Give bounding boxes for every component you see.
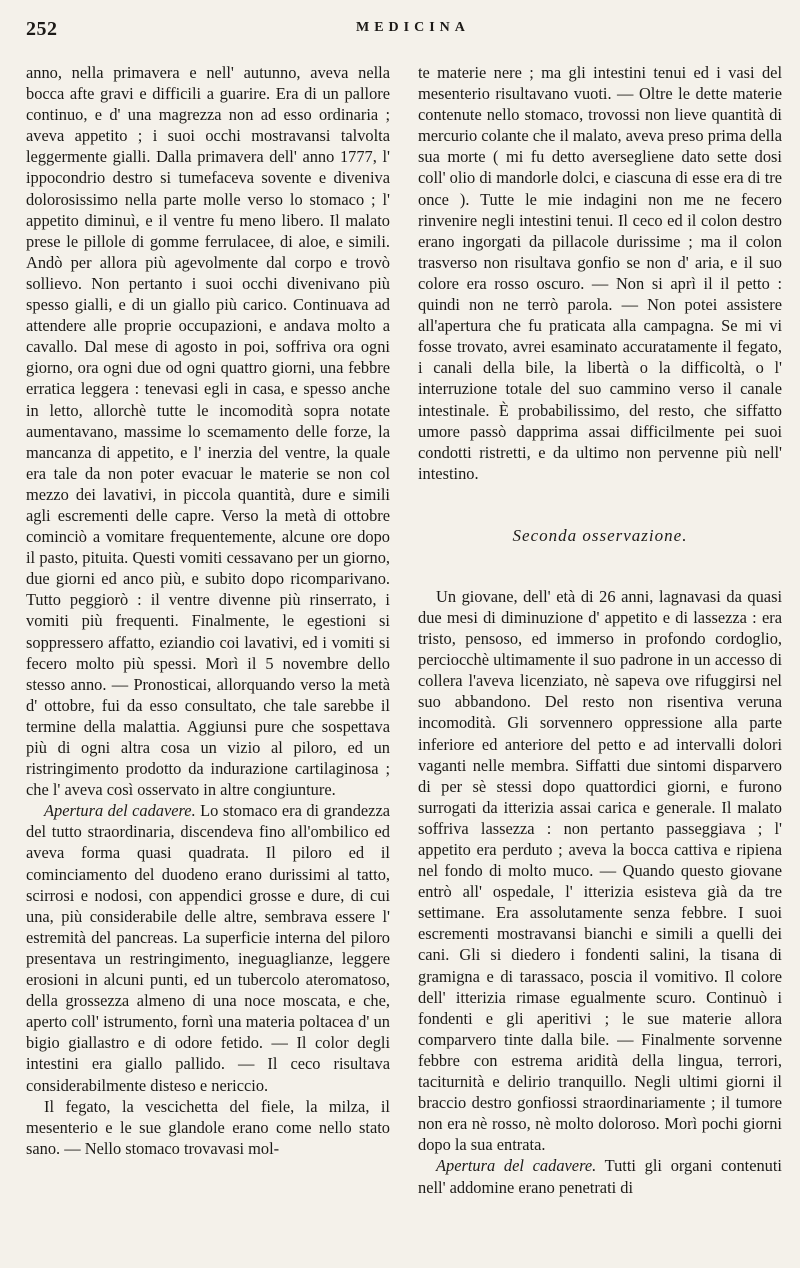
page-number: 252 [26,18,58,40]
running-head: MEDICINA [356,20,470,35]
right-column [418,62,782,1258]
left-column [26,62,390,1258]
paragraph [418,1155,782,1197]
paragraph: te materie nere ; ma gli intestini tenui ed i vasi del mesenterio risultavano vuoti. — Oltre le dette materie contenute nello stomaco, trovossi non lieve quantità di mercurio colante che il malato, aveva preso prima della sua morte ( mi fu detto aversegliene dato sette dosi coll' olio di mandorle dolci, e ciascuna di esse era di tre once ). Tutte le mie indagini non me ne fecero rinvenire negli intestini tenui. Il ceco ed il colon destro erano ingorgati da pillacole durissime ; ma il colon trasverso non risultava gonfio se non d' aria, e il suo colore era rosso oscuro. — Non si aprì il il petto : quindi non ne terrò parola. — Non potei assistere all'apertura che fu praticata alla campagna. Se mi vi fosse trovato, avrei esaminato accuratamente il fegato, i canali della bile, la libertà o la difficoltà, o l' interruzione totale del suo cammino verso il canale intestinale. È probabilissimo, del resto, che siffatto umore passò dapprima assai difficilmente pei suoi condotti ristretti, e da ultimo non pervenne più nell' intestino. [418,63,782,483]
page-header [26,18,774,48]
paragraph: Il fegato, la vescichetta del fiele, la milza, il mesenterio e le sue glandole erano come nello stato sano. — Nello stomaco trovavasi mol- [26,1096,390,1158]
paragraph: Un giovane, dell' età di 26 anni, lagnavasi da quasi due mesi di diminuzione d' appetito e di lassezza : era tristo, pensoso, ed immerso in profondo cordoglio, perciocchè ultimamente il suo padrone in un accesso di collera l'aveva licenziato, nè sapeva ove rifuggirsi nel suo abbandono. Del resto non risentiva veruna incomodità. Gli sorvennero oppressione alla parte inferiore ed anteriore del petto e ad intervalli dolori vaganti nelle membra. Siffatti due sintomi disparvero di per sè stessi dopo quattordici giorni, e furono surrogati da itterizia assai carica e generale. Il malato soffriva lassezza : non pertanto passeggiava ; l' appetito era perduto ; aveva la bocca cattiva e ripiena nel fondo di molto muco. — Quando questo giovane entrò all' ospedale, l' itterizia esisteva già da tre settimane. Era assolutamente senza febbre. I suoi escrementi mostravansi bianchi e simili a quelli dei cani. Gli si diedero i fondenti salini, la tisana di gramigna e di tarassaco, poscia il vomitivo. Il colore dell' itterizia rimase egualmente scuro. Continuò i fondenti e gli aperitivi ; le sue materie allora comparvero tinte dalla bile. — Finalmente sorvenne febbre con estrema aridità della lingua, terrori, taciturnità e delirio tranquillo. Negli ultimi giorni il braccio destro gonfiossi straordinariamente ; il tumore non era nè rosso, nè molto doloroso. Morì pochi giorni dopo la sua entrata. [418,586,782,1155]
section-heading: Seconda osservazione. [512,525,688,545]
text-columns [26,62,782,1258]
paragraph-body: Lo stomaco era di grandezza del tutto straordinaria, discendeva fino all'ombilico ed aveva forma quasi quadrata. Il piloro ed il cominciamento del duodeno erano durissimi al tatto, scirrosi e nodosi, con appendici grosse e dure, di cui una, più considerabile delle altre, sembrava essere l' estremità del pancreas. La superficie interna del piloro presentava un restringimento, ineguaglianze, leggere erosioni in alcuni punti, ed un tubercolo ateromatoso, della grossezza almeno di una noce moscata, e che, aperto coll' istrumento, fornì una materia poltacea d' un bigio giallastro e di odore fetido. — Il color degli intestini era giallo pallido. — Il ceco risultava considerabilmente disteso e nericcio. [26,801,390,1095]
paragraph [26,800,390,1095]
paragraph-body: Tutti gli organi contenuti nell' addomine erano penetrati di [418,1156,782,1197]
paragraph-lead-label: Apertura del cadavere. [436,1156,597,1176]
paragraph-lead-label: Apertura del cadavere. [44,801,196,821]
paragraph: anno, nella primavera e nell' autunno, aveva nella bocca afte gravi e difficili a guarire. Era di un pallore continuo, e d' una magrezza non ad esso ordinaria ; aveva appetito ; i suoi occhi mostravansi talvolta leggermente gialli. Dalla primavera dell' anno 1777, l' ippocondrio destro si tumefaceva sovente e diveniva dolorosissimo nella parte molle verso lo stomaco ; l' appetito diminuì, e il ventre fu meno libero. Il malato prese le pillole di gomme ferrulacee, di aloe, e simili. Andò per allora più agevolmente dal corpo e trovò sollievo. Non pertanto i suoi occhi divenivano più spesso gialli, e di un giallo più carico. Continuava ad attendere alle proprie occupazioni, e andava molto a cavallo. Dal mese di agosto in poi, soffriva ora ogni giorno, ora ogni due od ogni quattro giorni, una febbre erratica leggera : tenevasi egli in casa, e spesso anche in letto, allorchè tutte le incomodità sopra notate aumentavano, massime lo scemamento delle forze, la mancanza di appetito, e l' inerzia del ventre, la quale era tale da non poter evacuar le materie se non col mezzo dei lavativi, in piccola quantità, dure e simili agli escrementi delle capre. Verso la metà di ottobre cominciò a vomitare frequentemente, alcune ore dopo il pasto, pituita. Questi vomiti cessavano per un giorno, due giorni ed anco più, e subito dopo ricomparivano. Tutto peggiorò : il ventre divenne più rinserrato, i vomiti più frequenti. Finalmente, le egestioni si soppressero affatto, eziandio coi lavativi, ed i vomiti si fecero molto più spessi. Morì il 5 novembre dello stesso anno. — Pronosticai, allorquando verso la metà d' ottobre, fui da esso consultato, che tale sarebbe il termine della malattia. Aggiunsi pure che sospettava più di ogni altra cosa un vizio al piloro, ed un ristringimento prodotto da indurazione cartilaginosa ; che l' aveva così osservato in altre congiunture. [26,63,390,800]
